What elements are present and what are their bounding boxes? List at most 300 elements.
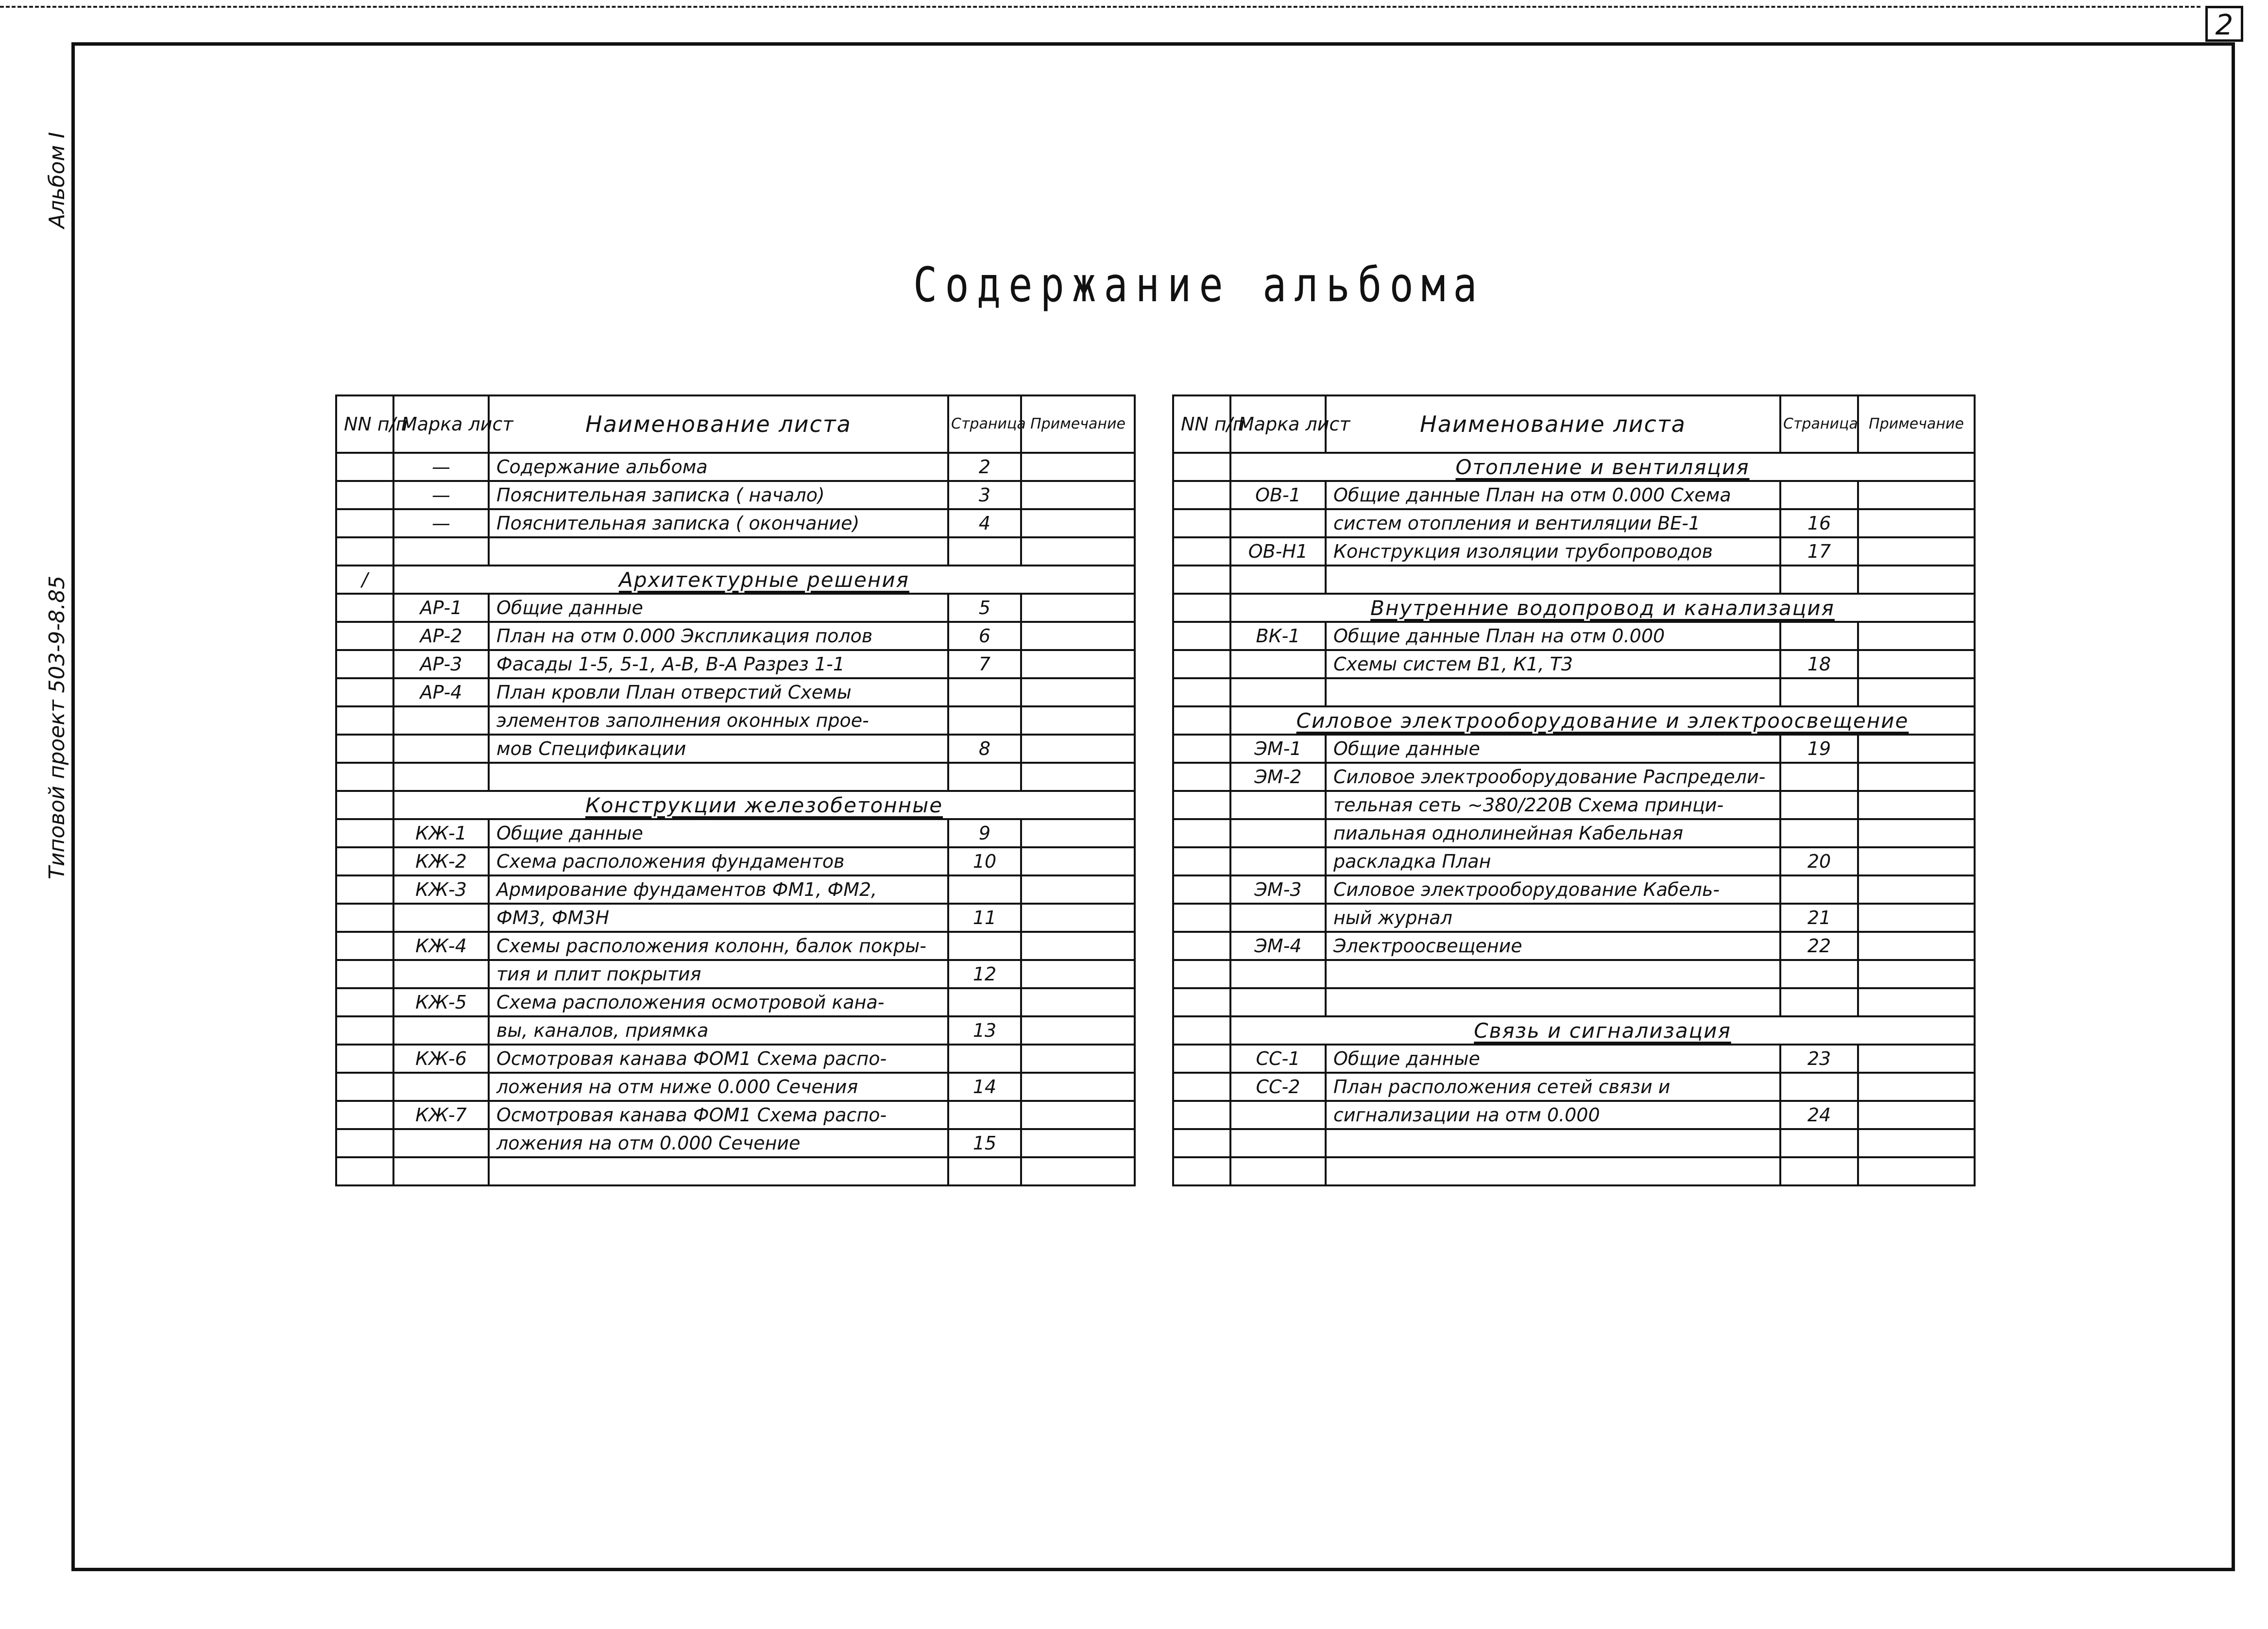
table-row (336, 453, 1135, 481)
side-album-label: Альбом I (45, 132, 69, 228)
sheet-mark (393, 1016, 489, 1045)
page-number (948, 875, 1021, 904)
sheet-mark: ОВ-Н1 (1230, 537, 1326, 566)
sheet-mark (1230, 509, 1326, 537)
note (1858, 509, 1975, 537)
table-row (1173, 960, 1975, 988)
table-row (1173, 566, 1975, 594)
page-number: 18 (1780, 650, 1858, 678)
section-title: Отопление и вентиляция (1455, 455, 1750, 479)
note (1858, 763, 1975, 791)
sheet-name: Силовое электрооборудование Распредели- (1326, 763, 1780, 791)
note (1021, 678, 1135, 706)
sheet-name: Схема расположения фундаментов (489, 847, 948, 875)
header-page: Страница (1780, 395, 1858, 453)
row-number (1173, 735, 1230, 763)
page-number (948, 1045, 1021, 1073)
row-number (336, 988, 393, 1016)
page-number (1780, 791, 1858, 819)
note (1858, 1157, 1975, 1185)
page-number (1780, 875, 1858, 904)
page-number: 12 (948, 960, 1021, 988)
table-row (1173, 481, 1975, 509)
section-title: Силовое электрооборудование и электроосвещение (1296, 708, 1909, 733)
row-number (1173, 960, 1230, 988)
row-number (1173, 932, 1230, 960)
sheet-mark: ЭМ-1 (1230, 735, 1326, 763)
note (1858, 481, 1975, 509)
sheet-mark (393, 1073, 489, 1101)
sheet-mark (1230, 791, 1326, 819)
page-number: 14 (948, 1073, 1021, 1101)
sheet-mark: АР-3 (393, 650, 489, 678)
sheet-name: ный журнал (1326, 904, 1780, 932)
row-number (1173, 1157, 1230, 1185)
page-number: 8 (948, 735, 1021, 763)
page-number: 15 (948, 1129, 1021, 1157)
table-row (1173, 509, 1975, 537)
sheet-mark (393, 706, 489, 735)
note (1858, 566, 1975, 594)
section-title-cell (1230, 594, 1975, 622)
row-number (336, 537, 393, 566)
row-number (1173, 1101, 1230, 1129)
note (1021, 650, 1135, 678)
note (1858, 960, 1975, 988)
header-note: Примечание (1021, 395, 1135, 453)
row-number (336, 509, 393, 537)
row-number (336, 791, 393, 819)
sheet-mark (1230, 678, 1326, 706)
section-title-cell (1230, 453, 1975, 481)
page-number (1780, 988, 1858, 1016)
section-row (1173, 706, 1975, 735)
row-number (336, 481, 393, 509)
page-number (1780, 622, 1858, 650)
row-number (336, 847, 393, 875)
note (1858, 537, 1975, 566)
sheet-mark: ЭМ-3 (1230, 875, 1326, 904)
page-number: 21 (1780, 904, 1858, 932)
page-number (948, 1157, 1021, 1185)
section-row (336, 566, 1135, 594)
table-row (336, 1101, 1135, 1129)
note (1021, 706, 1135, 735)
row-number (1173, 678, 1230, 706)
page-number (948, 763, 1021, 791)
table-row (336, 509, 1135, 537)
table-header-row (1173, 395, 1975, 453)
page-number: 24 (1780, 1101, 1858, 1129)
sheet-mark (1230, 1101, 1326, 1129)
page-number: 19 (1780, 735, 1858, 763)
note (1021, 594, 1135, 622)
section-title: Связь и сигнализация (1474, 1018, 1731, 1043)
note (1021, 1016, 1135, 1045)
row-number (336, 678, 393, 706)
note (1858, 1073, 1975, 1101)
sheet-mark: ЭМ-4 (1230, 932, 1326, 960)
table-row (1173, 1101, 1975, 1129)
page-title: Содержание альбома (913, 257, 1485, 313)
note (1858, 847, 1975, 875)
note (1021, 1129, 1135, 1157)
sheet-name (1326, 988, 1780, 1016)
sheet-name: ложения на отм 0.000 Сечение (489, 1129, 948, 1157)
page-number (948, 678, 1021, 706)
header-name: Наименование листа (489, 395, 948, 453)
sheet-name (489, 1157, 948, 1185)
table-row (336, 875, 1135, 904)
note (1021, 481, 1135, 509)
row-number (336, 622, 393, 650)
note (1021, 622, 1135, 650)
sheet-name: Электроосвещение (1326, 932, 1780, 960)
row-number (1173, 904, 1230, 932)
table-row (336, 735, 1135, 763)
header-mark: Марка лист (1230, 395, 1326, 453)
note (1858, 1101, 1975, 1129)
page-number (1780, 566, 1858, 594)
sheet-mark (1230, 904, 1326, 932)
sheet-mark (1230, 650, 1326, 678)
sheet-name: План расположения сетей связи и (1326, 1073, 1780, 1101)
row-number (1173, 763, 1230, 791)
note (1021, 537, 1135, 566)
section-title: Внутренние водопровод и канализация (1370, 596, 1835, 620)
table-header-row (336, 395, 1135, 453)
row-number (1173, 706, 1230, 735)
header-num: NN п/п (1173, 395, 1230, 453)
page-number (948, 706, 1021, 735)
table-row (336, 537, 1135, 566)
page-number (1780, 960, 1858, 988)
row-number (336, 1157, 393, 1185)
table-row (336, 678, 1135, 706)
table-row (1173, 988, 1975, 1016)
table-row (336, 706, 1135, 735)
table-row (1173, 1073, 1975, 1101)
table-row (336, 904, 1135, 932)
section-title: Конструкции железобетонные (585, 793, 943, 817)
table-row (1173, 791, 1975, 819)
row-number (1173, 1073, 1230, 1101)
row-number: / (336, 566, 393, 594)
sheet-mark (393, 960, 489, 988)
sheet-mark: КЖ-4 (393, 932, 489, 960)
sheet-mark: ЭМ-2 (1230, 763, 1326, 791)
sheet-mark: СС-2 (1230, 1073, 1326, 1101)
sheet-mark (1230, 960, 1326, 988)
page-number: 4 (948, 509, 1021, 537)
sheet-name: Общие данные План на отм 0.000 (1326, 622, 1780, 650)
section-title: Архитектурные решения (619, 567, 909, 592)
table-row (336, 932, 1135, 960)
note (1858, 622, 1975, 650)
page-number (948, 1101, 1021, 1129)
table-row (336, 847, 1135, 875)
sheet-name: Общие данные (489, 594, 948, 622)
sheet-number: 2 (2205, 6, 2243, 42)
note (1858, 1129, 1975, 1157)
note (1021, 875, 1135, 904)
row-number (1173, 1129, 1230, 1157)
table-row (336, 1157, 1135, 1185)
sheet-name: сигнализации на отм 0.000 (1326, 1101, 1780, 1129)
table-row (336, 622, 1135, 650)
header-num: NN п/п (336, 395, 393, 453)
note (1858, 875, 1975, 904)
note (1021, 932, 1135, 960)
page-number: 11 (948, 904, 1021, 932)
sheet-name: Фасады 1-5, 5-1, А-В, В-А Разрез 1-1 (489, 650, 948, 678)
sheet-mark: СС-1 (1230, 1045, 1326, 1073)
table-row (1173, 763, 1975, 791)
page-number: 22 (1780, 932, 1858, 960)
section-title-cell (1230, 1016, 1975, 1045)
table-row (336, 1073, 1135, 1101)
table-row (336, 1016, 1135, 1045)
sheet-name: пиальная однолинейная Кабельная (1326, 819, 1780, 847)
note (1021, 847, 1135, 875)
sheet-name (1326, 1129, 1780, 1157)
page-number (1780, 1073, 1858, 1101)
table-row (336, 763, 1135, 791)
row-number (336, 1016, 393, 1045)
header-mark: Марка лист (393, 395, 489, 453)
table-row (1173, 875, 1975, 904)
page-number: 17 (1780, 537, 1858, 566)
sheet-mark: КЖ-5 (393, 988, 489, 1016)
table-row (1173, 904, 1975, 932)
row-number (336, 594, 393, 622)
sheet-name: Общие данные (1326, 735, 1780, 763)
note (1858, 791, 1975, 819)
sheet-mark: — (393, 509, 489, 537)
row-number (336, 1101, 393, 1129)
page-number (1780, 678, 1858, 706)
page-number: 9 (948, 819, 1021, 847)
row-number (336, 735, 393, 763)
table-row (336, 988, 1135, 1016)
row-number (1173, 622, 1230, 650)
page-number (1780, 1157, 1858, 1185)
row-number (1173, 481, 1230, 509)
sheet-mark: КЖ-7 (393, 1101, 489, 1129)
sheet-name: Схемы систем В1, К1, Т3 (1326, 650, 1780, 678)
table-row (1173, 847, 1975, 875)
note (1021, 453, 1135, 481)
row-number (336, 650, 393, 678)
sheet-mark: КЖ-2 (393, 847, 489, 875)
note (1021, 735, 1135, 763)
sheet-mark (393, 763, 489, 791)
sheet-mark (1230, 1129, 1326, 1157)
note (1021, 960, 1135, 988)
row-number (336, 1129, 393, 1157)
page-number: 5 (948, 594, 1021, 622)
sheet-mark: АР-1 (393, 594, 489, 622)
sheet-name: Осмотровая канава ФОМ1 Схема распо- (489, 1101, 948, 1129)
table-row (336, 481, 1135, 509)
table-row (1173, 1157, 1975, 1185)
table-row (336, 1129, 1135, 1157)
sheet-mark: КЖ-1 (393, 819, 489, 847)
row-number (336, 875, 393, 904)
sheet-name: Конструкция изоляции трубопроводов (1326, 537, 1780, 566)
row-number (1173, 509, 1230, 537)
row-number (1173, 988, 1230, 1016)
sheet-mark (1230, 1157, 1326, 1185)
page-number: 20 (1780, 847, 1858, 875)
note (1021, 1045, 1135, 1073)
note (1021, 1157, 1135, 1185)
table-row (336, 1045, 1135, 1073)
sheet-mark (393, 1157, 489, 1185)
row-number (1173, 650, 1230, 678)
table-row (1173, 1129, 1975, 1157)
row-number (336, 453, 393, 481)
note (1021, 819, 1135, 847)
section-row (1173, 1016, 1975, 1045)
sheet-mark (393, 1129, 489, 1157)
sheet-name: План кровли План отверстий Схемы (489, 678, 948, 706)
row-number (1173, 594, 1230, 622)
contents-table-right (1172, 394, 1976, 1186)
header-page: Страница (948, 395, 1021, 453)
table-row (336, 960, 1135, 988)
section-row (1173, 453, 1975, 481)
sheet-name (1326, 1157, 1780, 1185)
table-row (336, 819, 1135, 847)
sheet-mark (1230, 988, 1326, 1016)
sheet-name: ложения на отм ниже 0.000 Сечения (489, 1073, 948, 1101)
row-number (1173, 566, 1230, 594)
sheet-mark (1230, 847, 1326, 875)
table-row (336, 594, 1135, 622)
row-number (336, 960, 393, 988)
note (1021, 1073, 1135, 1101)
table-row (1173, 819, 1975, 847)
note (1021, 904, 1135, 932)
section-title-cell (1230, 706, 1975, 735)
sheet-name: Схемы расположения колонн, балок покры- (489, 932, 948, 960)
page-number (948, 988, 1021, 1016)
sheet-name: Общие данные (489, 819, 948, 847)
sheet-mark: ОВ-1 (1230, 481, 1326, 509)
sheet-name: тельная сеть ~380/220В Схема принци- (1326, 791, 1780, 819)
page-number: 16 (1780, 509, 1858, 537)
sheet-mark (1230, 566, 1326, 594)
note (1858, 904, 1975, 932)
section-row (336, 791, 1135, 819)
page-number (1780, 763, 1858, 791)
sheet-name: элементов заполнения оконных прое- (489, 706, 948, 735)
row-number (336, 1073, 393, 1101)
page-number: 7 (948, 650, 1021, 678)
sheet-name: Осмотровая канава ФОМ1 Схема распо- (489, 1045, 948, 1073)
page-number (948, 537, 1021, 566)
header-note: Примечание (1858, 395, 1975, 453)
sheet-name: Армирование фундаментов ФМ1, ФМ2, (489, 875, 948, 904)
side-project-label: Типовой проект 503-9-8.85 (45, 575, 69, 879)
sheet-name: Общие данные (1326, 1045, 1780, 1073)
table-row (1173, 932, 1975, 960)
sheet-name: Содержание альбома (489, 453, 948, 481)
section-title-cell (393, 566, 1135, 594)
row-number (336, 932, 393, 960)
note (1858, 678, 1975, 706)
sheet-name: систем отопления и вентиляции ВЕ-1 (1326, 509, 1780, 537)
page-number: 23 (1780, 1045, 1858, 1073)
sheet-name: ФМ3, ФМ3Н (489, 904, 948, 932)
note (1021, 509, 1135, 537)
page-number (1780, 819, 1858, 847)
sheet-name: Пояснительная записка ( начало) (489, 481, 948, 509)
sheet-name: мов Спецификации (489, 735, 948, 763)
sheet-name: вы, каналов, приямка (489, 1016, 948, 1045)
row-number (1173, 537, 1230, 566)
table-row (336, 650, 1135, 678)
sheet-mark: КЖ-6 (393, 1045, 489, 1073)
sheet-mark (393, 735, 489, 763)
section-row (1173, 594, 1975, 622)
note (1021, 763, 1135, 791)
note (1021, 1101, 1135, 1129)
row-number (336, 763, 393, 791)
row-number (1173, 819, 1230, 847)
row-number (1173, 791, 1230, 819)
note (1858, 650, 1975, 678)
contents-table-left (335, 394, 1136, 1186)
row-number (1173, 875, 1230, 904)
page-number (1780, 481, 1858, 509)
page-number: 13 (948, 1016, 1021, 1045)
page-number: 2 (948, 453, 1021, 481)
row-number (336, 904, 393, 932)
note (1021, 988, 1135, 1016)
row-number (336, 1045, 393, 1073)
sheet-mark: АР-4 (393, 678, 489, 706)
sheet-name (1326, 566, 1780, 594)
note (1858, 735, 1975, 763)
table-row (1173, 1045, 1975, 1073)
row-number (1173, 847, 1230, 875)
sheet-name: План на отм 0.000 Экспликация полов (489, 622, 948, 650)
page-number: 10 (948, 847, 1021, 875)
section-title-cell (393, 791, 1135, 819)
sheet-name (1326, 960, 1780, 988)
sheet-mark: — (393, 453, 489, 481)
sheet-name: Пояснительная записка ( окончание) (489, 509, 948, 537)
row-number (336, 706, 393, 735)
table-row (1173, 650, 1975, 678)
table-row (1173, 678, 1975, 706)
top-border-line (0, 6, 2200, 8)
sheet-mark: АР-2 (393, 622, 489, 650)
sheet-mark (1230, 819, 1326, 847)
sheet-name (489, 763, 948, 791)
sheet-name (1326, 678, 1780, 706)
row-number (1173, 453, 1230, 481)
sheet-mark: КЖ-3 (393, 875, 489, 904)
sheet-name: раскладка План (1326, 847, 1780, 875)
sheet-name: Схема расположения осмотровой кана- (489, 988, 948, 1016)
note (1858, 988, 1975, 1016)
sheet-mark (393, 537, 489, 566)
sheet-mark: ВК-1 (1230, 622, 1326, 650)
page-number: 3 (948, 481, 1021, 509)
